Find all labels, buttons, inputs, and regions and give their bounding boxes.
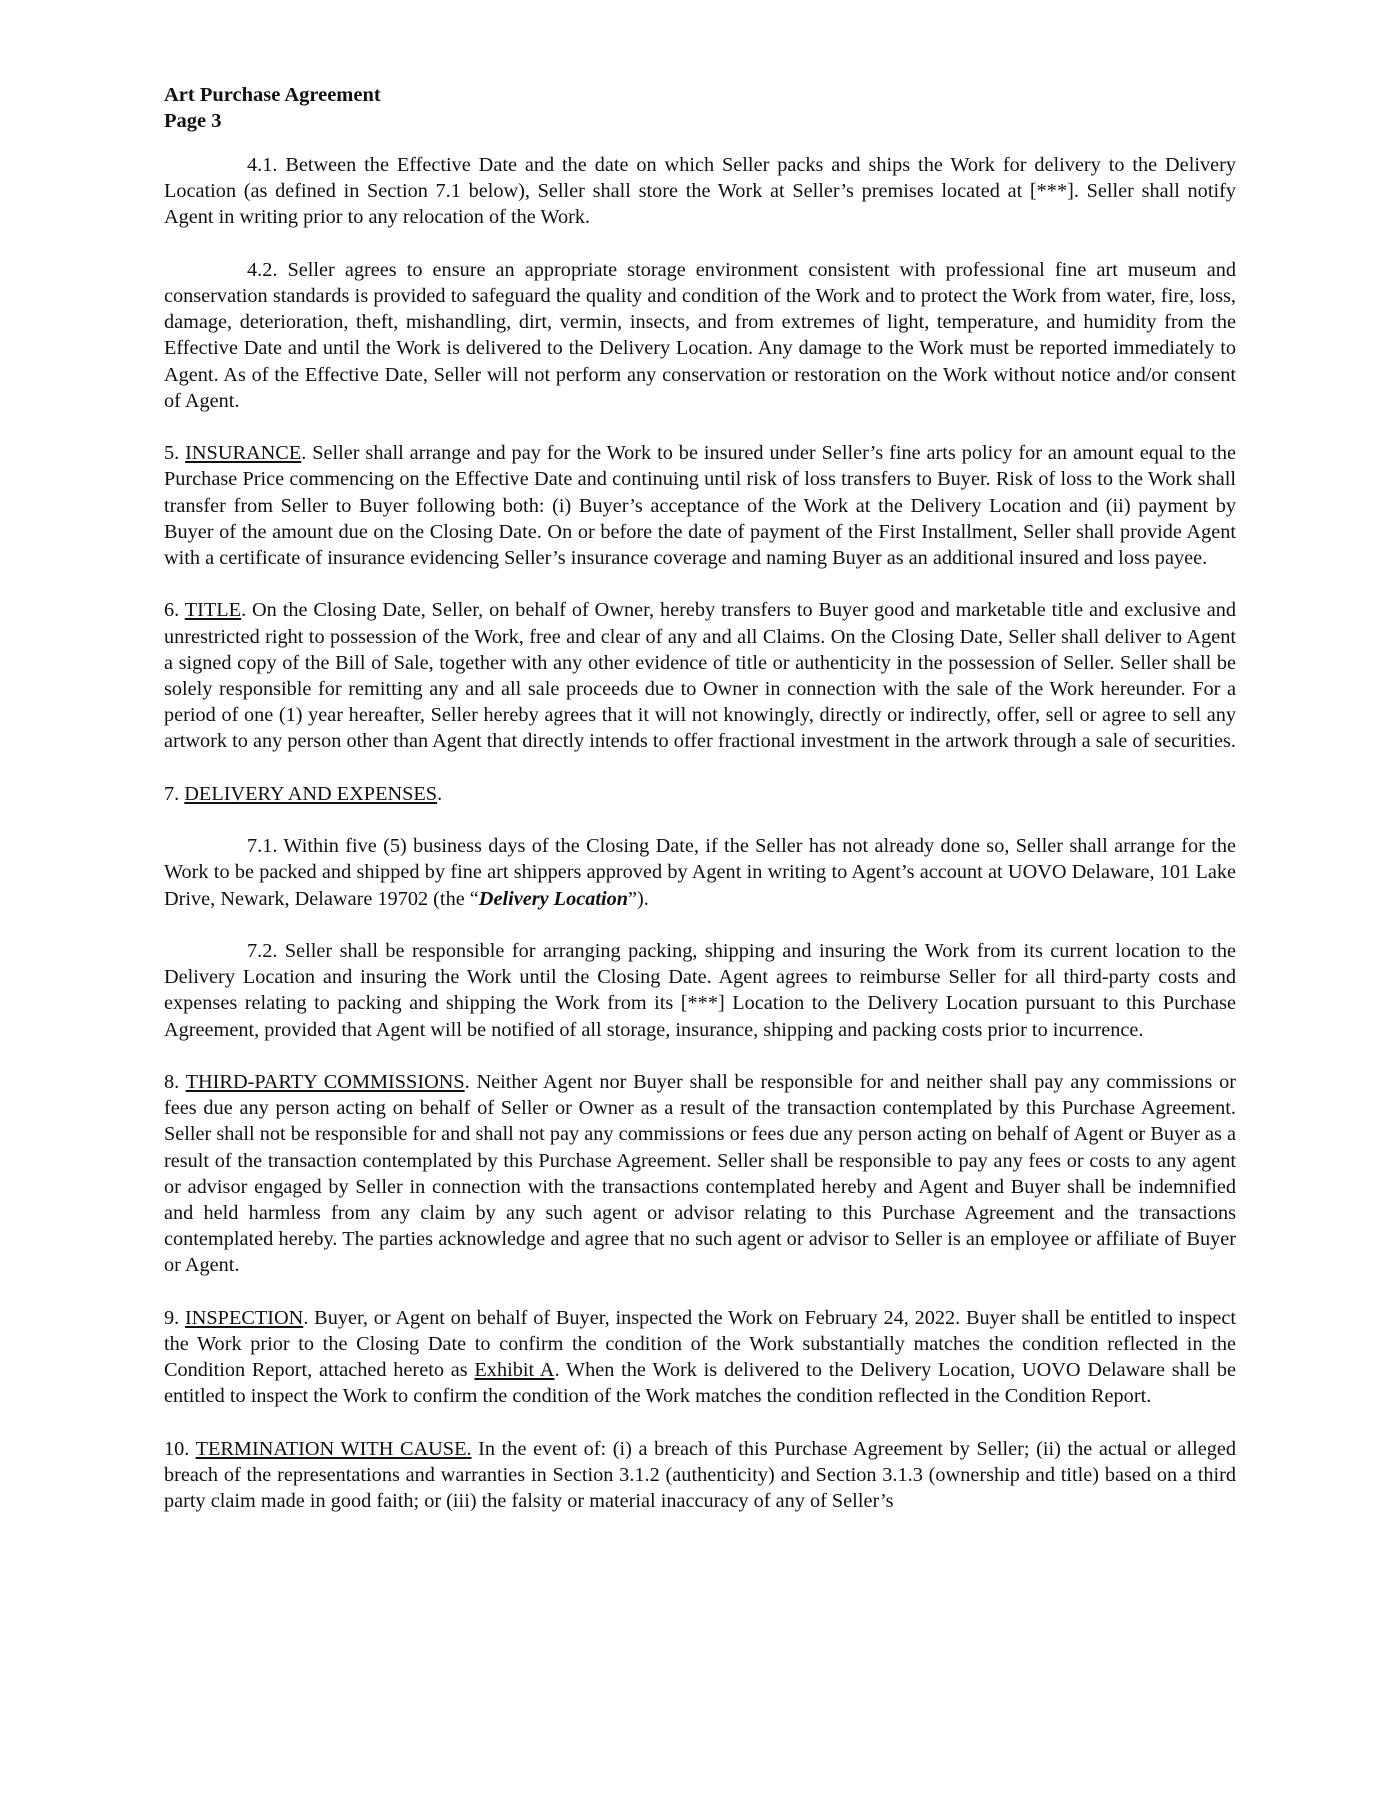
section-7-heading: DELIVERY AND EXPENSES	[184, 782, 438, 805]
exhibit-a-reference: Exhibit A	[474, 1359, 555, 1382]
section-6-heading: TITLE	[184, 599, 242, 622]
section-5-number: 5.	[164, 442, 186, 465]
page-number: Page 3	[164, 110, 222, 132]
section-9-number: 9.	[164, 1306, 185, 1329]
section-5-text: . Seller shall arrange and pay for the Work to be insured under Seller’s fine arts policy for an amount equal to the Purchase Price commencing on the Effective Date and continuing until risk of loss transfers to Buyer. Risk of loss to the Work shall transfer from Seller to Buyer following both: (i) Buyer’s acceptance of the Work at the Delivery Location and (ii) payment by Buyer of the amount due on the Closing Date. On or before the date of payment of the First Installment, Seller shall provide Agent with a certificate of insurance evidencing Seller’s insurance coverage and naming Buyer as an additional insured and loss payee.	[164, 442, 1237, 570]
document-title: Art Purchase Agreement	[164, 84, 381, 106]
delivery-location-term: Delivery Location	[478, 887, 629, 910]
document-body	[164, 152, 1236, 1514]
section-5-insurance	[164, 440, 1236, 571]
section-9-text: . Buyer, or Agent on behalf of Buyer, inspected the Work on February 24, 2022. Buyer shall be entitled to inspect the Work prior to the Closing Date to confirm the condition of the Work substantially matches the condition reflected in the Condition Report, attached hereto as	[164, 1306, 1236, 1382]
section-7-1	[164, 833, 1236, 912]
section-7-2	[164, 938, 1236, 1043]
section-7-1-text: 7.1. Within five (5) business days of the Closing Date, if the Seller has not already done so, Seller shall arrange for the Work to be packed and shipped by fine art shippers approved by Agent in writing to Agent’s account at UOVO Delaware, 101 Lake Drive, Newark, Delaware 19702 (the “	[164, 835, 1236, 910]
section-7-1-end: ”).	[628, 887, 649, 910]
section-9-inspection	[164, 1305, 1236, 1410]
section-7-2-text: 7.2. Seller shall be responsible for arranging packing, shipping and insuring the Work from its current location to the Delivery Location and insuring the Work until the Closing Date. Agent agrees to reimburse Seller for all third-party costs and expenses relating to packing and shipping the Work from its [***] Location to the Delivery Location pursuant to this Purchase Agreement, provided that Agent will be notified of all storage, insurance, shipping and packing costs prior to incurrence.	[164, 940, 1236, 1041]
document-page	[164, 82, 1236, 1541]
document-header	[164, 82, 1236, 134]
section-8-text: . Neither Agent nor Buyer shall be responsible for and neither shall pay any commissions or fees due any person acting on behalf of Seller or Owner as a result of the transaction contemplated by this Purchase Agreement. Seller shall not be responsible for and shall not pay any commissions or fees due any person acting on behalf of Agent or Buyer as a result of the transaction contemplated by this Purchase Agreement. Seller shall be responsible to pay any fees or costs to any agent or advisor engaged by Seller in connection with the transactions contemplated hereby and Agent and Buyer shall be indemnified and held harmless from any claim by any such agent or advisor relating to this Purchase Agreement and the transactions contemplated hereby. The parties acknowledge and agree that no such agent or advisor to Seller is an employee or affiliate of Buyer or Agent.	[164, 1071, 1236, 1277]
section-4-2-text: 4.2. Seller agrees to ensure an appropriate storage environment consistent with professional fine art museum and conservation standards is provided to safeguard the quality and condition of the Work and to protect the Work from water, fire, loss, damage, deterioration, theft, mishandling, dirt, vermin, insects, and from extremes of light, temperature, and humidity from the Effective Date and until the Work is delivered to the Delivery Location. Any damage to the Work must be reported immediately to Agent. As of the Effective Date, Seller will not perform any conservation or restoration on the Work without notice and/or consent of Agent.	[164, 258, 1236, 412]
section-6-text: . On the Closing Date, Seller, on behalf of Owner, hereby transfers to Buyer good and marketable title and exclusive and unrestricted right to possession of the Work, free and clear of any and all Claims. On the Closing Date, Seller shall deliver to Agent a signed copy of the Bill of Sale, together with any other evidence of title or authenticity in the possession of Seller. Seller shall be solely responsible for remitting any and all sale proceeds due to Owner in connection with the sale of the Work hereunder. For a period of one (1) year hereafter, Seller hereby agrees that it will not knowingly, directly or indirectly, offer, sell or agree to sell any artwork to any person other than Agent that directly intends to offer fractional investment in the artwork through a sale of securities.	[164, 599, 1236, 753]
section-7-text: .	[437, 782, 443, 805]
section-7-number: 7.	[164, 782, 185, 805]
section-6-title	[164, 597, 1236, 754]
section-8-commissions	[164, 1069, 1236, 1279]
section-10-number: 10.	[164, 1437, 196, 1460]
section-5-heading: INSURANCE	[185, 442, 302, 465]
section-9-text-2: . When the Work is delivered to the Delivery Location, UOVO Delaware shall be entitled to inspect the Work to confirm the condition of the Work matches the condition reflected in the Condition Report.	[164, 1359, 1237, 1408]
section-10-text: In the event of: (i) a breach of this Purchase Agreement by Seller; (ii) the actual or alleged breach of the representations and warranties in Section 3.1.2 (authenticity) and Section 3.1.3 (ownership and title) based on a third party claim made in good faith; or (iii) the falsity or material inaccuracy of any of Seller’s	[164, 1437, 1236, 1513]
section-10-heading: TERMINATION WITH CAUSE.	[195, 1437, 472, 1460]
section-8-heading: THIRD-PARTY COMMISSIONS	[185, 1071, 465, 1093]
section-4-2	[164, 257, 1236, 414]
section-6-number: 6.	[164, 599, 185, 622]
section-4-1	[164, 152, 1236, 231]
section-8-number: 8.	[164, 1071, 186, 1093]
section-4-1-text: 4.1. Between the Effective Date and the date on which Seller packs and ships the Work for delivery to the Delivery Location (as defined in Section 7.1 below), Seller shall store the Work at Seller’s premises located at [***]. Seller shall notify Agent in writing prior to any relocation of the Work.	[164, 154, 1236, 229]
section-7-delivery	[164, 781, 1236, 807]
section-10-termination	[164, 1436, 1236, 1515]
section-9-heading: INSPECTION	[185, 1306, 304, 1329]
